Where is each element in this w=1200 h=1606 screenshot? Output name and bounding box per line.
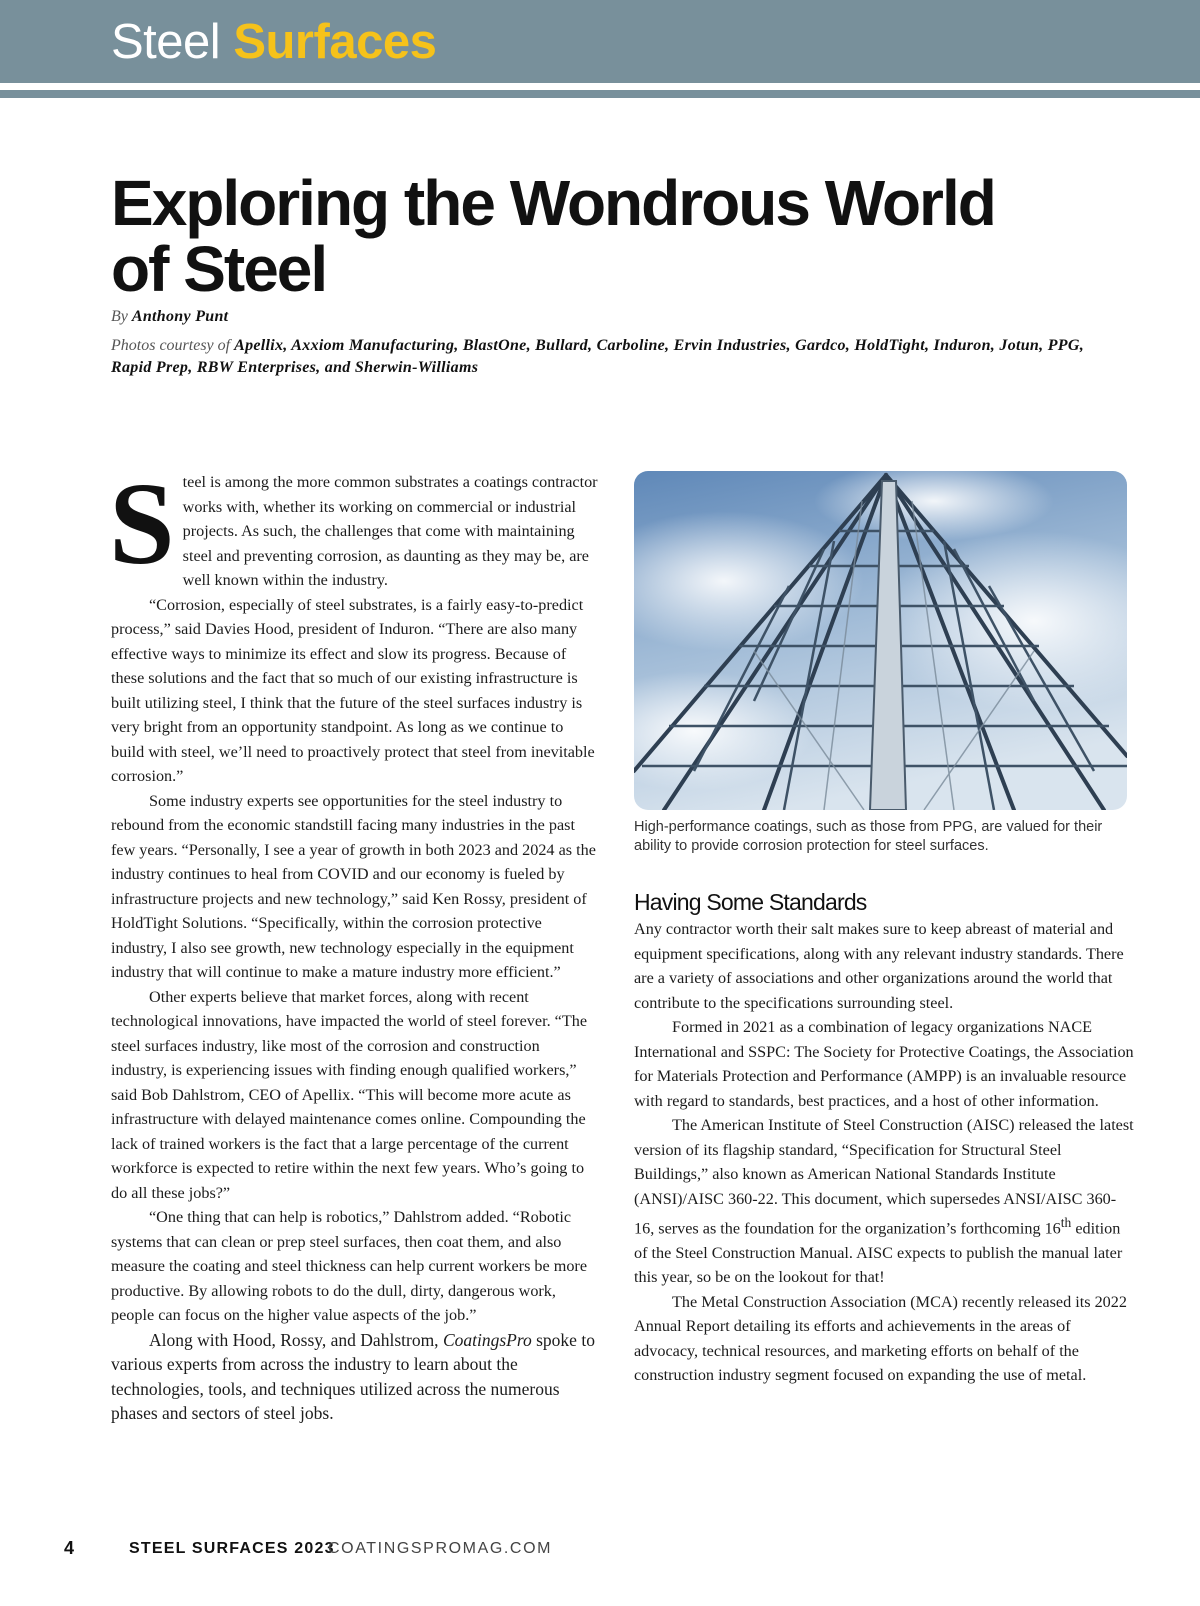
body-paragraph: Some industry experts see opportunities for the steel industry to rebound from the economic standstill facing many industries in the past few years. “Personally, I see a year of growth in both 2023 and 2024 as the industry continues to heal from COVID and our economy is fueled by infrastructure projects and new technology,” said Ken Rossy, president of HoldTight Solutions. “Specifically, within the corrosion protective industry, I also see growth, new technology especially in the equipment industry that will continue to make a mature industry more efficient.” [111,791,596,981]
drop-cap: S [109,458,175,589]
body-paragraph: Formed in 2021 as a combination of legacy organizations NACE International and SSPC: The Society for Protective Coatings, the Association for Materials Protection and Performance (AMPP) is an invaluable resource with regard to standards, best practices, and a host of other information. [634,1018,1134,1110]
body-paragraph: The Metal Construction Association (MCA) recently released its 2022 Annual Report detailing its efforts and achievements in the areas of advocacy, technical resources, and marketing efforts on behalf of the construction industry segment focused on expanding the use of metal. [634,1292,1127,1385]
section-title-word-1: Steel [111,15,221,69]
photo-caption: High-performance coatings, such as those from PPG, are valued for their ability to provide corrosion protection for steel surfaces. [634,819,1103,854]
body-paragraph: Other experts believe that market forces, along with recent technological innovations, have impacted the world of steel forever. “The steel surfaces industry, like most of the corrosion and construction industry, is experiencing issues with finding enough qualified workers,” said Bob Dahlstrom, CEO of Apellix. “This will become more acute as infrastructure with delayed maintenance comes online. Compounding the lack of trained workers is the fact that a large percentage of the current workforce is expected to retire within the next few years. Who’s going to do all these jobs?” [111,987,588,1202]
credits-prefix: Photos courtesy of [111,337,231,354]
publication-name: STEEL SURFACES 2023 [129,1540,335,1557]
article-headline: Exploring the Wondrous World of Steel [111,167,995,305]
aisc-paragraph [634,1113,1134,1290]
page-footer [64,1538,1164,1568]
photo-credits [111,335,1121,379]
steel-structure-photo [634,471,1127,810]
page-number: 4 [64,1538,75,1558]
aisc-text-end: edition of the Steel Construction Manual. AISC expects to publish the manual later this year, so be on the lookout for that! [634,1219,1123,1287]
ordinal-suffix: th [1060,1215,1072,1230]
left-column [109,458,599,1426]
credits-list: Apellix, Axxiom Manufacturing, BlastOne, Bullard, Carboline, Ervin Industries, Gardco, HoldTight, Induron, Jotun, PPG, Rapid Prep, RBW Enterprises, and Sherwin-Williams [111,337,1085,376]
byline-prefix: By [111,308,128,325]
website-url: COATINGSPROMAG.COM [328,1540,553,1557]
section-subhead: Having Some Standards [634,889,867,915]
closing-text-end: spoke to various experts from across the industry to learn about the technologies, tools, and techniques utilized across the numerous phases and sectors of steel jobs. [111,1329,595,1423]
author-name: Anthony Punt [131,308,229,325]
magazine-name: CoatingsPro [442,1329,532,1350]
header-rule [0,90,1200,98]
intro-paragraph [109,458,599,593]
closing-text-start: Along with Hood, Rossy, and Dahlstrom, [149,1329,443,1350]
aisc-text-start: The American Institute of Steel Construction (AISC) released the latest version of its flagship standard, “Specification for Structural Steel Buildings,” also known as American National Standards Institute (ANSI)/AISC 360-22. This document, which supersedes ANSI/AISC 360-16, serves as the foundation for the organization’s forthcoming 16 [634,1116,1134,1238]
right-column [634,917,1134,1388]
body-paragraph: “Corrosion, especially of steel substrates, is a fairly easy-to-predict process,” said Davies Hood, president of Induron. “There are also many effective ways to minimize its effect and slow its progress. Because of these solutions and the fact that so much of our existing infrastructure is built utilizing steel, I think that the future of the steel surfaces industry is very bright from an opportunity standpoint. As long as we continue to build with steel, we’ll need to proactively protect that steel from inevitable corrosion.” [111,595,595,785]
body-paragraph: “One thing that can help is robotics,” Dahlstrom added. “Robotic systems that can clean or prep steel surfaces, then coat them, and also measure the coating and steel thickness can help current workers be more productive. By allowing robots to do the dull, dirty, dangerous work, people can focus on the higher value aspects of the job.” [111,1208,587,1324]
section-title-word-2: Surfaces [233,15,437,69]
closing-paragraph [111,1328,599,1426]
intro-text: teel is among the more common substrates a coatings contractor works with, whether its working on commercial or industrial projects. As such, the challenges that come with maintaining steel and preventing corrosion, as daunting as they may be, are well known within the industry. [182,473,598,589]
section-title [111,12,436,72]
byline [111,308,228,326]
body-paragraph: Any contractor worth their salt makes sure to keep abreast of material and equipment specifications, along with any relevant industry standards. There are a variety of associations and other organizations around the world that contribute to the specifications surrounding steel. [634,920,1124,1012]
